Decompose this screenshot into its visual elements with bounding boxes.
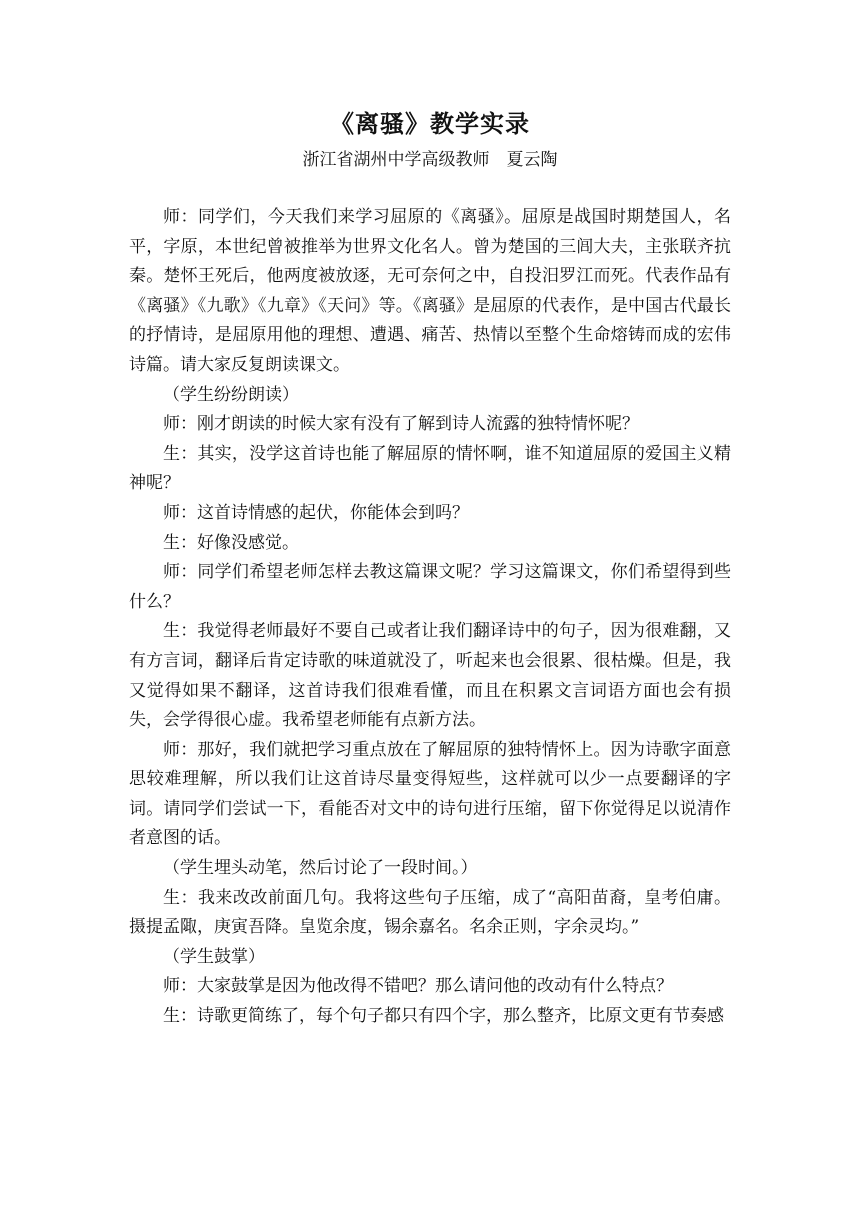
paragraph: （学生鼓掌） bbox=[163, 946, 265, 967]
paragraph: 师：同学们，今天我们来学习屈原的《离骚》。屈原是战国时期楚国人，名平，字原，本世纪曾被推举为世界文化名人。曾为楚国的三闾大夫，主张联齐抗秦。楚怀王死后，他两度被放逐，无可奈何之中，自投汨罗江而死。代表作品有《离骚》《九歌》《九章》《天问》等。《离骚》是屈原的代表作，是中国古代最长的抒情诗，是屈原用他的理想、遭遇、痛苦、热情以至整个生命熔铸而成的宏伟诗篇。请大家反复朗读课文。 bbox=[129, 207, 731, 375]
paragraph: 师：刚才朗读的时候大家有没有了解到诗人流露的独特情怀呢？ bbox=[163, 414, 639, 435]
paragraph: 师：大家鼓掌是因为他改得不错吧？那么请问他的改动有什么特点？ bbox=[163, 976, 673, 997]
paragraph: 生：我来改改前面几句。我将这些句子压缩，成了“高阳苗裔，皇考伯庸。摄提孟陬，庚寅吾降。皇览余度，锡余嘉名。名余正则，字余灵均。” bbox=[129, 887, 731, 938]
paragraph: 师：那好，我们就把学习重点放在了解屈原的独特情怀上。因为诗歌字面意思较难理解，所以我们让这首诗尽量变得短些，这样就可以少一点要翻译的字词。请同学们尝试一下，看能否对文中的诗句进行压缩，留下你觉得足以说清作者意图的话。 bbox=[129, 739, 731, 849]
paragraph: （学生埋头动笔，然后讨论了一段时间。） bbox=[163, 858, 478, 879]
paragraph: 生：好像没感觉。 bbox=[163, 532, 299, 553]
paragraph: 生：诗歌更简练了，每个句子都只有四个字，那么整齐，比原文更有节奏感 bbox=[163, 1006, 724, 1027]
paragraph: 生：我觉得老师最好不要自己或者让我们翻译诗中的句子，因为很难翻，又有方言词，翻译后肯定诗歌的味道就没了，听起来也会很累、很枯燥。但是，我又觉得如果不翻译，这首诗我们很难看懂，而且在积累文言词语方面也会有损失，会学得很心虚。我希望老师能有点新方法。 bbox=[129, 621, 731, 731]
document-subtitle: 浙江省湖州中学高级教师 夏云陶 bbox=[302, 150, 558, 170]
paragraph: 生：其实，没学这首诗也能了解屈原的情怀啊，谁不知道屈原的爱国主义精神呢？ bbox=[129, 443, 731, 494]
paragraph: 师：这首诗情感的起伏，你能体会到吗？ bbox=[163, 502, 469, 523]
paragraph: 师：同学们希望老师怎样去教这篇课文呢？学习这篇课文，你们希望得到些什么？ bbox=[129, 562, 731, 612]
document-body bbox=[129, 203, 731, 1032]
paragraph: （学生纷纷朗读） bbox=[163, 384, 299, 405]
document-title: 《离骚》教学实录 bbox=[330, 109, 530, 138]
